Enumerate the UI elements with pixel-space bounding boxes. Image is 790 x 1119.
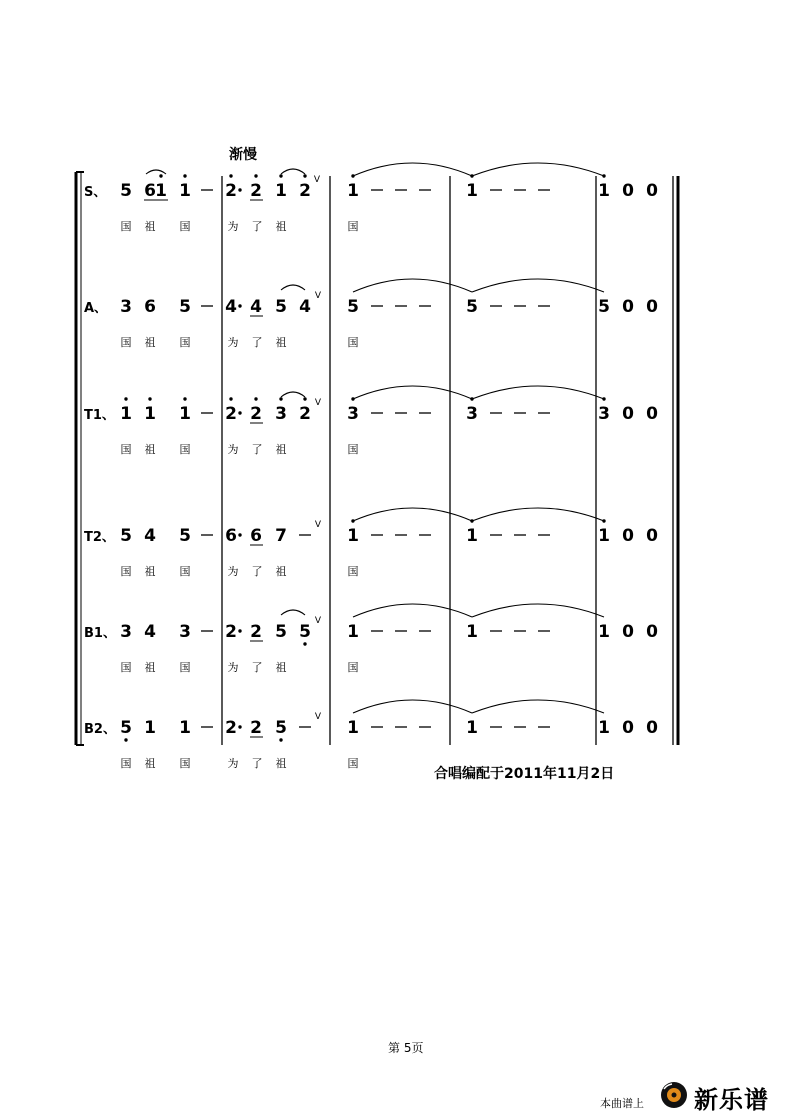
upper-dot	[470, 174, 473, 177]
tie	[472, 508, 604, 521]
dot	[238, 188, 241, 191]
note: 3	[275, 404, 287, 424]
note: 6	[144, 181, 156, 201]
lyric: 国	[347, 757, 359, 770]
tempo-marking: 渐慢	[229, 147, 257, 163]
note: 5	[275, 622, 287, 642]
note: 1	[179, 718, 191, 738]
tie	[353, 163, 472, 176]
dot	[238, 629, 241, 632]
note: 1	[598, 181, 610, 201]
note: 3	[120, 622, 132, 642]
lyric: 国	[179, 565, 191, 578]
lyric: 祖	[144, 757, 156, 770]
note: 5	[179, 526, 191, 546]
note: 1	[144, 718, 156, 738]
breath-mark: V	[313, 175, 321, 185]
lower-dot	[124, 738, 127, 741]
breath-mark: V	[314, 398, 322, 408]
tie	[353, 386, 472, 399]
note: 5	[120, 526, 132, 546]
note: 1	[275, 181, 287, 201]
voice-label: A、	[84, 301, 108, 316]
note: 1	[466, 526, 478, 546]
note: 5	[275, 718, 287, 738]
note: 2	[250, 181, 262, 201]
upper-dot	[602, 174, 605, 177]
lyric: 祖	[275, 336, 287, 349]
lyric: 祖	[144, 565, 156, 578]
breath-mark: V	[314, 520, 322, 530]
lyric: 国	[347, 565, 359, 578]
tie	[472, 279, 604, 292]
note: 1	[466, 181, 478, 201]
note: 0	[622, 622, 634, 642]
note: 7	[275, 526, 287, 546]
note: 1	[120, 404, 132, 424]
upper-dot	[148, 397, 151, 400]
lyric: 国	[120, 661, 132, 674]
upper-dot	[279, 174, 282, 177]
note: 0	[646, 404, 658, 424]
upper-dot	[124, 397, 127, 400]
lyric: 为	[227, 661, 239, 674]
lyric: 国	[179, 336, 191, 349]
upper-dot	[602, 519, 605, 522]
lower-dot	[279, 738, 282, 741]
note: 1	[598, 622, 610, 642]
lyric: 国	[179, 661, 191, 674]
lyric: 祖	[144, 661, 156, 674]
note: 2	[299, 404, 311, 424]
note: 2	[225, 404, 237, 424]
note: 2	[299, 181, 311, 201]
lyric: 国	[179, 757, 191, 770]
lyric: 为	[227, 757, 239, 770]
dot	[238, 533, 241, 536]
note: 1	[466, 622, 478, 642]
note: 0	[646, 622, 658, 642]
note: 1	[347, 526, 359, 546]
tie	[472, 386, 604, 399]
lyric: 了	[251, 220, 263, 233]
lyric: 祖	[275, 443, 287, 456]
lyric: 了	[251, 565, 263, 578]
note: 1	[179, 404, 191, 424]
dot	[238, 411, 241, 414]
lyric: 国	[347, 336, 359, 349]
note: 3	[347, 404, 359, 424]
upper-dot	[183, 174, 186, 177]
tie	[472, 604, 604, 617]
note: 0	[646, 297, 658, 317]
upper-dot	[470, 397, 473, 400]
note: 6	[144, 297, 156, 317]
note: 1	[179, 181, 191, 201]
upper-dot	[303, 174, 306, 177]
lyric: 祖	[275, 565, 287, 578]
note: 0	[622, 297, 634, 317]
lyric: 国	[179, 443, 191, 456]
slur	[146, 170, 166, 174]
note: 5	[598, 297, 610, 317]
voice-label: T2、	[84, 530, 115, 545]
note: 3	[179, 622, 191, 642]
upper-dot	[303, 397, 306, 400]
note: 5	[466, 297, 478, 317]
footer-text: 本曲谱上	[600, 1097, 644, 1110]
note: 1	[155, 181, 167, 201]
breath-mark: V	[314, 616, 322, 626]
note: 0	[622, 526, 634, 546]
slur	[281, 610, 305, 615]
upper-dot	[602, 397, 605, 400]
upper-dot	[254, 174, 257, 177]
note: 6	[225, 526, 237, 546]
upper-dot	[470, 519, 473, 522]
lyric: 为	[227, 220, 239, 233]
tie	[353, 604, 472, 617]
slur	[281, 392, 305, 397]
brand-logo-icon	[660, 1081, 688, 1109]
upper-dot	[159, 174, 162, 177]
lower-dot	[303, 642, 306, 645]
upper-dot	[279, 397, 282, 400]
brand-name: 新乐谱	[694, 1086, 769, 1114]
upper-dot	[351, 174, 354, 177]
slur	[281, 285, 305, 290]
lyric: 祖	[275, 220, 287, 233]
note: 2	[250, 622, 262, 642]
note: 5	[299, 622, 311, 642]
note: 0	[622, 181, 634, 201]
breath-mark: V	[314, 291, 322, 301]
note: 1	[466, 718, 478, 738]
note: 2	[225, 622, 237, 642]
note: 0	[622, 718, 634, 738]
voice-label: B1、	[84, 626, 116, 641]
voice-label: B2、	[84, 722, 116, 737]
note: 0	[646, 718, 658, 738]
lyric: 了	[251, 757, 263, 770]
note: 2	[250, 718, 262, 738]
note: 3	[466, 404, 478, 424]
lyric: 祖	[275, 661, 287, 674]
lyric: 国	[120, 443, 132, 456]
tie	[353, 508, 472, 521]
note: 3	[598, 404, 610, 424]
lyric: 国	[347, 220, 359, 233]
note: 5	[179, 297, 191, 317]
note: 2	[250, 404, 262, 424]
note: 0	[646, 181, 658, 201]
note: 2	[225, 181, 237, 201]
lyric: 国	[120, 220, 132, 233]
lyric: 了	[251, 661, 263, 674]
upper-dot	[254, 397, 257, 400]
tie	[472, 700, 604, 713]
lyric: 为	[227, 336, 239, 349]
note: 1	[598, 718, 610, 738]
tie	[353, 700, 472, 713]
upper-dot	[183, 397, 186, 400]
lyric: 为	[227, 565, 239, 578]
note: 6	[250, 526, 262, 546]
note: 1	[347, 622, 359, 642]
voice-label: T1、	[84, 408, 115, 423]
note: 1	[598, 526, 610, 546]
breath-mark: V	[314, 712, 322, 722]
upper-dot	[229, 174, 232, 177]
upper-dot	[351, 519, 354, 522]
lyric: 祖	[144, 220, 156, 233]
lyric: 国	[120, 336, 132, 349]
arrangement-credit: 合唱编配于2011年11月2日	[434, 766, 615, 782]
lyric: 祖	[144, 443, 156, 456]
lyric: 了	[251, 443, 263, 456]
lyric: 祖	[144, 336, 156, 349]
lyric: 了	[251, 336, 263, 349]
note: 4	[250, 297, 262, 317]
note: 4	[299, 297, 311, 317]
page-number: 第 5页	[388, 1041, 424, 1055]
lyric: 祖	[275, 757, 287, 770]
upper-dot	[229, 397, 232, 400]
tie	[353, 279, 472, 292]
dot	[238, 304, 241, 307]
note: 5	[275, 297, 287, 317]
slur	[281, 169, 305, 174]
voice-label: S、	[84, 185, 107, 200]
note: 2	[225, 718, 237, 738]
note: 1	[144, 404, 156, 424]
lyric: 为	[227, 443, 239, 456]
tie	[472, 163, 604, 176]
lyric: 国	[120, 565, 132, 578]
note: 5	[347, 297, 359, 317]
note: 3	[120, 297, 132, 317]
note: 1	[347, 718, 359, 738]
note: 5	[120, 181, 132, 201]
note: 4	[144, 526, 156, 546]
note: 0	[622, 404, 634, 424]
note: 4	[225, 297, 237, 317]
lyric: 国	[347, 443, 359, 456]
note: 5	[120, 718, 132, 738]
lyric: 国	[179, 220, 191, 233]
lyric: 国	[347, 661, 359, 674]
dot	[238, 725, 241, 728]
lyric: 国	[120, 757, 132, 770]
upper-dot	[351, 397, 354, 400]
note: 1	[347, 181, 359, 201]
note: 4	[144, 622, 156, 642]
note: 0	[646, 526, 658, 546]
